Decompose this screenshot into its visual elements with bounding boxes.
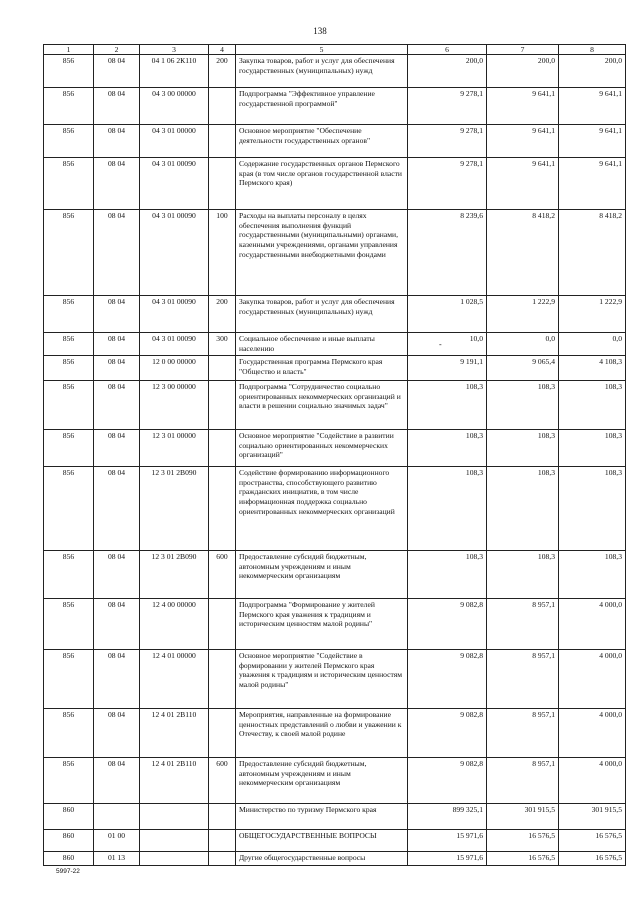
target-article-cell: 12 4 01 2В110: [140, 709, 209, 758]
expense-type-cell: [209, 125, 236, 158]
amount-year-2-cell: 200,0: [487, 55, 559, 88]
page-number: 138: [313, 26, 327, 36]
amount-year-1-cell: 15 971,6: [408, 830, 487, 852]
ministry-code-cell: 856: [44, 210, 94, 296]
amount-year-2-cell: 16 576,5: [487, 830, 559, 852]
amount-year-1-cell: 9 278,1: [408, 158, 487, 210]
expense-type-cell: 200: [209, 296, 236, 333]
description-cell: Подпрограмма "Сотрудничество социально ориентированных некоммерческих организаций и власти в решении социально значимых задач": [236, 381, 408, 430]
target-article-cell: 04 3 01 00090: [140, 296, 209, 333]
ministry-code-cell: 856: [44, 158, 94, 210]
column-header: 8: [559, 45, 626, 55]
amount-year-2-cell: 108,3: [487, 381, 559, 430]
expense-type-cell: 300: [209, 333, 236, 356]
section-code-cell: 08 04: [94, 551, 140, 599]
expense-type-cell: [209, 830, 236, 852]
expense-type-cell: 100: [209, 210, 236, 296]
amount-year-2-cell: 108,3: [487, 430, 559, 467]
ministry-code-cell: 856: [44, 125, 94, 158]
amount-year-1-cell: 108,3: [408, 381, 487, 430]
table-row: [44, 55, 626, 88]
amount-year-1-cell: 9 278,1: [408, 125, 487, 158]
column-header: 6: [408, 45, 487, 55]
amount-year-3-cell: 108,3: [559, 551, 626, 599]
section-code-cell: 08 04: [94, 158, 140, 210]
section-code-cell: 08 04: [94, 55, 140, 88]
amount-year-1-cell: 9 082,8: [408, 650, 487, 709]
table-row: [44, 356, 626, 381]
table-row: [44, 296, 626, 333]
expense-type-cell: [209, 599, 236, 650]
amount-year-2-cell: 0,0: [487, 333, 559, 356]
amount-year-1-cell: 200,0: [408, 55, 487, 88]
amount-year-1-cell: 108,3: [408, 467, 487, 551]
section-code-cell: 08 04: [94, 650, 140, 709]
amount-year-1-cell: 1 028,5: [408, 296, 487, 333]
expense-type-cell: [209, 650, 236, 709]
amount-year-3-cell: 16 576,5: [559, 852, 626, 866]
target-article-cell: 12 3 01 00000: [140, 430, 209, 467]
amount-year-3-cell: 200,0: [559, 55, 626, 88]
section-code-cell: 08 04: [94, 758, 140, 804]
ministry-code-cell: 856: [44, 55, 94, 88]
amount-year-2-cell: 8 418,2: [487, 210, 559, 296]
section-code-cell: 08 04: [94, 210, 140, 296]
description-cell: Министерство по туризму Пермского края: [236, 804, 408, 830]
description-cell: ОБЩЕГОСУДАРСТВЕННЫЕ ВОПРОСЫ: [236, 830, 408, 852]
expense-type-cell: [209, 88, 236, 125]
target-article-cell: 04 3 01 00000: [140, 125, 209, 158]
amount-year-3-cell: 108,3: [559, 381, 626, 430]
description-cell: Государственная программа Пермского края "Общество и власть": [236, 356, 408, 381]
amount-year-2-cell: 9 641,1: [487, 158, 559, 210]
table-row: [44, 830, 626, 852]
amount-year-1-cell: 9 082,8: [408, 709, 487, 758]
table-row: [44, 852, 626, 866]
target-article-cell: 12 0 00 00000: [140, 356, 209, 381]
amount-year-3-cell: 0,0: [559, 333, 626, 356]
amount-year-2-cell: 8 957,1: [487, 599, 559, 650]
ministry-code-cell: 860: [44, 830, 94, 852]
amount-year-1-cell: 10,0: [408, 333, 487, 356]
ministry-code-cell: 856: [44, 88, 94, 125]
ministry-code-cell: 856: [44, 381, 94, 430]
description-cell: Предоставление субсидий бюджетным, автономным учреждениям и иным некоммерческим организациям: [236, 758, 408, 804]
amount-year-3-cell: 108,3: [559, 467, 626, 551]
description-cell: Социальное обеспечение и иные выплаты населению: [236, 333, 408, 356]
target-article-cell: [140, 852, 209, 866]
table-row: [44, 804, 626, 830]
amount-year-1-cell: 108,3: [408, 551, 487, 599]
expense-type-cell: [209, 381, 236, 430]
section-code-cell: 01 00: [94, 830, 140, 852]
table-row: [44, 709, 626, 758]
section-code-cell: 08 04: [94, 88, 140, 125]
section-code-cell: 08 04: [94, 296, 140, 333]
description-cell: Мероприятия, направленные на формирование ценностных представлений о любви и уважении к Отечеству, к своей малой родине: [236, 709, 408, 758]
target-article-cell: [140, 804, 209, 830]
table-row: [44, 210, 626, 296]
table-row: [44, 650, 626, 709]
table-row: [44, 381, 626, 430]
budget-table: [43, 44, 626, 866]
footer-code: 5997-22: [56, 868, 80, 875]
amount-year-2-cell: 8 957,1: [487, 709, 559, 758]
table-row: [44, 551, 626, 599]
section-code-cell: [94, 804, 140, 830]
expense-type-cell: [209, 356, 236, 381]
column-header: 7: [487, 45, 559, 55]
amount-year-1-cell: 108,3: [408, 430, 487, 467]
target-article-cell: 04 3 00 00000: [140, 88, 209, 125]
target-article-cell: [140, 830, 209, 852]
amount-year-1-cell: 9 082,8: [408, 758, 487, 804]
expense-type-cell: [209, 709, 236, 758]
amount-year-3-cell: 108,3: [559, 430, 626, 467]
target-article-cell: 12 4 01 00000: [140, 650, 209, 709]
description-cell: Основное мероприятие "Содействие в развитии социально ориентированных некоммерческих организаций": [236, 430, 408, 467]
amount-year-1-cell: 9 082,8: [408, 599, 487, 650]
amount-year-2-cell: 9 641,1: [487, 88, 559, 125]
budget-table-container: [43, 44, 625, 866]
amount-year-1-cell: 15 971,6: [408, 852, 487, 866]
ministry-code-cell: 856: [44, 430, 94, 467]
amount-year-1-cell: 9 278,1: [408, 88, 487, 125]
ministry-code-cell: 860: [44, 804, 94, 830]
amount-year-2-cell: 16 576,5: [487, 852, 559, 866]
section-code-cell: 01 13: [94, 852, 140, 866]
amount-year-2-cell: 9 641,1: [487, 125, 559, 158]
expense-type-cell: [209, 467, 236, 551]
target-article-cell: 04 1 06 2К110: [140, 55, 209, 88]
table-row: [44, 158, 626, 210]
amount-year-3-cell: 8 418,2: [559, 210, 626, 296]
amount-year-1-cell: 9 191,1: [408, 356, 487, 381]
table-row: [44, 125, 626, 158]
column-header: 3: [140, 45, 209, 55]
amount-year-1-cell: 899 325,1: [408, 804, 487, 830]
ministry-code-cell: 860: [44, 852, 94, 866]
amount-year-3-cell: 16 576,5: [559, 830, 626, 852]
amount-year-2-cell: 1 222,9: [487, 296, 559, 333]
section-code-cell: 08 04: [94, 430, 140, 467]
section-code-cell: 08 04: [94, 333, 140, 356]
table-row: [44, 88, 626, 125]
amount-year-2-cell: 8 957,1: [487, 650, 559, 709]
description-cell: Закупка товаров, работ и услуг для обеспечения государственных (муниципальных) нужд: [236, 55, 408, 88]
stray-mark: -: [439, 340, 442, 349]
amount-year-3-cell: 9 641,1: [559, 158, 626, 210]
description-cell: Подпрограмма "Формирование у жителей Пермского края уважения к традициям и историческим ценностям малой родины": [236, 599, 408, 650]
table-row: [44, 599, 626, 650]
expense-type-cell: [209, 804, 236, 830]
amount-year-2-cell: 8 957,1: [487, 758, 559, 804]
ministry-code-cell: 856: [44, 296, 94, 333]
section-code-cell: 08 04: [94, 356, 140, 381]
header-row: [44, 45, 626, 55]
amount-year-3-cell: 4 000,0: [559, 599, 626, 650]
section-code-cell: 08 04: [94, 599, 140, 650]
ministry-code-cell: 856: [44, 709, 94, 758]
amount-year-3-cell: 4 000,0: [559, 650, 626, 709]
expense-type-cell: [209, 852, 236, 866]
amount-year-3-cell: 301 915,5: [559, 804, 626, 830]
table-row: [44, 333, 626, 356]
column-header: 1: [44, 45, 94, 55]
section-code-cell: 08 04: [94, 381, 140, 430]
section-code-cell: 08 04: [94, 467, 140, 551]
target-article-cell: 04 3 01 00090: [140, 210, 209, 296]
description-cell: Подпрограмма "Эффективное управление государственной программой": [236, 88, 408, 125]
description-cell: Расходы на выплаты персоналу в целях обеспечения выполнения функций государственными (муниципальными) органами, казенными учреждениями, органами управления государственными внебюджетными фондами: [236, 210, 408, 296]
amount-year-2-cell: 108,3: [487, 467, 559, 551]
description-cell: Предоставление субсидий бюджетным, автономным учреждениям и иным некоммерческим организациям: [236, 551, 408, 599]
target-article-cell: 04 3 01 00090: [140, 158, 209, 210]
amount-year-3-cell: 9 641,1: [559, 125, 626, 158]
amount-year-3-cell: 4 108,3: [559, 356, 626, 381]
section-code-cell: 08 04: [94, 709, 140, 758]
description-cell: Другие общегосударственные вопросы: [236, 852, 408, 866]
target-article-cell: 12 3 01 2В090: [140, 551, 209, 599]
expense-type-cell: [209, 430, 236, 467]
table-body: [44, 45, 626, 866]
description-cell: Содержание государственных органов Пермского края (в том числе органов государственной власти Пермского края): [236, 158, 408, 210]
amount-year-3-cell: 4 000,0: [559, 758, 626, 804]
column-header: 4: [209, 45, 236, 55]
target-article-cell: 12 3 01 2В090: [140, 467, 209, 551]
ministry-code-cell: 856: [44, 599, 94, 650]
amount-year-2-cell: 9 065,4: [487, 356, 559, 381]
amount-year-3-cell: 4 000,0: [559, 709, 626, 758]
target-article-cell: 04 3 01 00090: [140, 333, 209, 356]
description-cell: Основное мероприятие "Обеспечение деятельности государственных органов": [236, 125, 408, 158]
ministry-code-cell: 856: [44, 356, 94, 381]
expense-type-cell: 600: [209, 551, 236, 599]
section-code-cell: 08 04: [94, 125, 140, 158]
description-cell: Содействие формированию информационного пространства, способствующего развитию гражданских инициатив, в том числе информационная поддержка социально ориентированных некоммерческих организаций: [236, 467, 408, 551]
ministry-code-cell: 856: [44, 467, 94, 551]
expense-type-cell: 200: [209, 55, 236, 88]
column-header: 2: [94, 45, 140, 55]
table-row: [44, 430, 626, 467]
amount-year-2-cell: 301 915,5: [487, 804, 559, 830]
table-row: [44, 467, 626, 551]
description-cell: Основное мероприятие "Содействие в формировании у жителей Пермского края уважения к традициям и историческим ценностям малой родины": [236, 650, 408, 709]
table-row: [44, 758, 626, 804]
ministry-code-cell: 856: [44, 758, 94, 804]
amount-year-2-cell: 108,3: [487, 551, 559, 599]
amount-year-3-cell: 9 641,1: [559, 88, 626, 125]
column-header: 5: [236, 45, 408, 55]
ministry-code-cell: 856: [44, 650, 94, 709]
target-article-cell: 12 3 00 00000: [140, 381, 209, 430]
target-article-cell: 12 4 00 00000: [140, 599, 209, 650]
amount-year-1-cell: 8 239,6: [408, 210, 487, 296]
target-article-cell: 12 4 01 2В110: [140, 758, 209, 804]
description-cell: Закупка товаров, работ и услуг для обеспечения государственных (муниципальных) нужд: [236, 296, 408, 333]
expense-type-cell: 600: [209, 758, 236, 804]
ministry-code-cell: 856: [44, 333, 94, 356]
amount-year-3-cell: 1 222,9: [559, 296, 626, 333]
ministry-code-cell: 856: [44, 551, 94, 599]
expense-type-cell: [209, 158, 236, 210]
